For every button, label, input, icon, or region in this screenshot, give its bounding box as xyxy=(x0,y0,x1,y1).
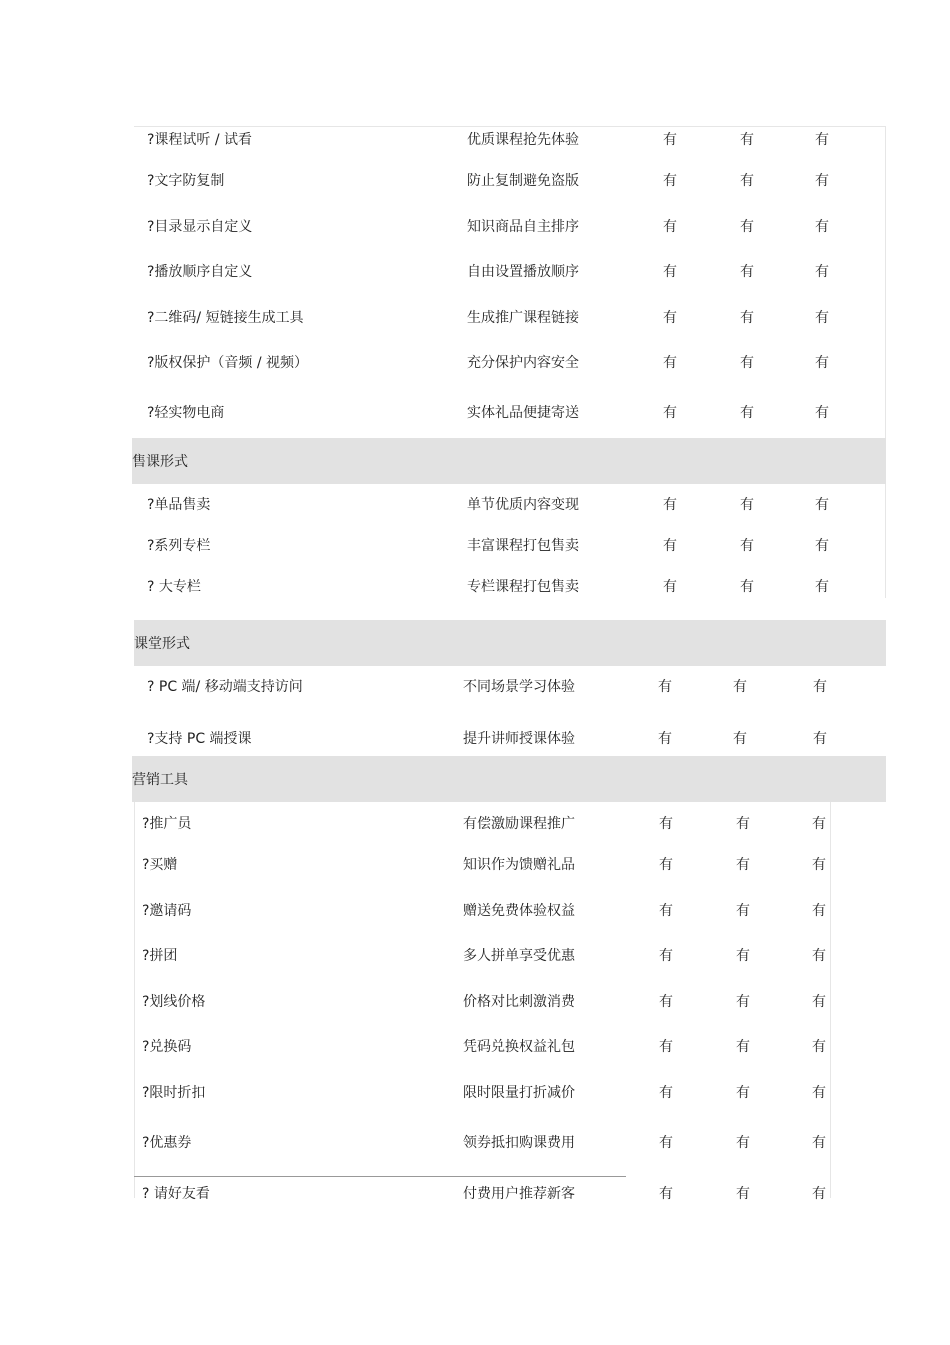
availability-value: 有 xyxy=(736,994,750,1010)
availability-value: 有 xyxy=(815,310,829,326)
feature-description: 有偿激励课程推广 xyxy=(463,816,575,832)
availability-value: 有 xyxy=(812,857,826,873)
table-row xyxy=(0,727,950,751)
availability-value: 有 xyxy=(812,816,826,832)
availability-value: 有 xyxy=(663,579,677,595)
availability-value: 有 xyxy=(733,731,747,747)
feature-name: ?文字防复制 xyxy=(147,173,225,189)
availability-value: 有 xyxy=(663,132,677,148)
availability-value: 有 xyxy=(740,310,754,326)
feature-description: 凭码兑换权益礼包 xyxy=(463,1039,575,1055)
feature-description: 知识作为馈赠礼品 xyxy=(463,857,575,873)
table-row xyxy=(0,853,950,877)
feature-name: ?推广员 xyxy=(142,816,192,832)
availability-value: 有 xyxy=(740,538,754,554)
availability-value: 有 xyxy=(740,264,754,280)
feature-name: ? PC 端/ 移动端支持访问 xyxy=(147,679,303,695)
table-row xyxy=(0,812,950,836)
feature-name: ?播放顺序自定义 xyxy=(147,264,253,280)
availability-value: 有 xyxy=(659,948,673,964)
table-row xyxy=(0,306,950,330)
availability-value: 有 xyxy=(736,857,750,873)
availability-value: 有 xyxy=(736,948,750,964)
feature-name: ?拼团 xyxy=(142,948,178,964)
row-divider xyxy=(134,1176,626,1177)
availability-value: 有 xyxy=(663,405,677,421)
feature-description: 实体礼品便捷寄送 xyxy=(467,405,579,421)
table-row xyxy=(0,1035,950,1059)
table-row xyxy=(0,990,950,1014)
availability-value: 有 xyxy=(659,1186,673,1202)
availability-value: 有 xyxy=(733,679,747,695)
table-row xyxy=(0,128,950,152)
availability-value: 有 xyxy=(815,219,829,235)
availability-value: 有 xyxy=(663,173,677,189)
availability-value: 有 xyxy=(815,173,829,189)
availability-value: 有 xyxy=(663,219,677,235)
availability-value: 有 xyxy=(659,903,673,919)
feature-description: 知识商品自主排序 xyxy=(467,219,579,235)
feature-name: ?系列专栏 xyxy=(147,538,211,554)
availability-value: 有 xyxy=(659,1039,673,1055)
availability-value: 有 xyxy=(658,679,672,695)
feature-description: 自由设置播放顺序 xyxy=(467,264,579,280)
availability-value: 有 xyxy=(815,264,829,280)
availability-value: 有 xyxy=(815,538,829,554)
feature-name: ?单品售卖 xyxy=(147,497,211,513)
availability-value: 有 xyxy=(815,405,829,421)
feature-name: ? 大专栏 xyxy=(147,579,201,595)
feature-name: ?课程试听 / 试看 xyxy=(147,132,253,148)
feature-description: 限时限量打折减价 xyxy=(463,1085,575,1101)
table-row xyxy=(0,575,950,599)
availability-value: 有 xyxy=(812,948,826,964)
availability-value: 有 xyxy=(736,1186,750,1202)
feature-description: 防止复制避免盗版 xyxy=(467,173,579,189)
feature-description: 提升讲师授课体验 xyxy=(463,731,575,747)
table-row xyxy=(0,675,950,699)
feature-name: ?优惠券 xyxy=(142,1135,192,1151)
availability-value: 有 xyxy=(663,538,677,554)
availability-value: 有 xyxy=(736,816,750,832)
availability-value: 有 xyxy=(812,1135,826,1151)
availability-value: 有 xyxy=(740,355,754,371)
availability-value: 有 xyxy=(812,903,826,919)
feature-description: 领券抵扣购课费用 xyxy=(463,1135,575,1151)
feature-name: ?划线价格 xyxy=(142,994,206,1010)
availability-value: 有 xyxy=(740,173,754,189)
availability-value: 有 xyxy=(813,731,827,747)
section-title: 课堂形式 xyxy=(134,636,190,652)
section-header-sales xyxy=(132,438,886,484)
feature-description: 优质课程抢先体验 xyxy=(467,132,579,148)
feature-description: 充分保护内容安全 xyxy=(467,355,579,371)
availability-value: 有 xyxy=(740,132,754,148)
feature-name: ?轻实物电商 xyxy=(147,405,225,421)
availability-value: 有 xyxy=(663,497,677,513)
availability-value: 有 xyxy=(736,1135,750,1151)
availability-value: 有 xyxy=(815,579,829,595)
availability-value: 有 xyxy=(815,497,829,513)
feature-name: ? 请好友看 xyxy=(142,1186,210,1202)
table-top-border xyxy=(134,126,886,127)
availability-value: 有 xyxy=(736,903,750,919)
feature-name: ?兑换码 xyxy=(142,1039,192,1055)
availability-value: 有 xyxy=(736,1039,750,1055)
table-row xyxy=(0,401,950,425)
feature-description: 生成推广课程链接 xyxy=(467,310,579,326)
availability-value: 有 xyxy=(736,1085,750,1101)
table-row xyxy=(0,944,950,968)
feature-description: 价格对比刺激消费 xyxy=(463,994,575,1010)
table-row xyxy=(0,899,950,923)
feature-description: 专栏课程打包售卖 xyxy=(467,579,579,595)
feature-description: 不同场景学习体验 xyxy=(463,679,575,695)
availability-value: 有 xyxy=(659,994,673,1010)
availability-value: 有 xyxy=(658,731,672,747)
feature-name: ?支持 PC 端授课 xyxy=(147,731,252,747)
feature-name: ?邀请码 xyxy=(142,903,192,919)
table-row xyxy=(0,351,950,375)
availability-value: 有 xyxy=(815,355,829,371)
feature-description: 付费用户推荐新客 xyxy=(463,1186,575,1202)
feature-name: ?目录显示自定义 xyxy=(147,219,253,235)
availability-value: 有 xyxy=(740,219,754,235)
availability-value: 有 xyxy=(663,310,677,326)
section-header-classroom xyxy=(134,620,886,666)
table-row xyxy=(0,1081,950,1105)
table-row xyxy=(0,169,950,193)
table-row xyxy=(0,260,950,284)
feature-name: ?版权保护（音频 / 视频） xyxy=(147,355,309,371)
feature-description: 赠送免费体验权益 xyxy=(463,903,575,919)
section-header-marketing xyxy=(132,756,886,802)
table-row xyxy=(0,1182,950,1206)
availability-value: 有 xyxy=(812,1085,826,1101)
availability-value: 有 xyxy=(663,264,677,280)
section-title: 售课形式 xyxy=(132,454,188,470)
feature-description: 单节优质内容变现 xyxy=(467,497,579,513)
availability-value: 有 xyxy=(659,1135,673,1151)
availability-value: 有 xyxy=(740,497,754,513)
feature-name: ?买赠 xyxy=(142,857,178,873)
availability-value: 有 xyxy=(659,816,673,832)
availability-value: 有 xyxy=(659,857,673,873)
table-row xyxy=(0,534,950,558)
feature-description: 丰富课程打包售卖 xyxy=(467,538,579,554)
availability-value: 有 xyxy=(740,579,754,595)
feature-description: 多人拼单享受优惠 xyxy=(463,948,575,964)
table-row xyxy=(0,215,950,239)
availability-value: 有 xyxy=(812,1039,826,1055)
table-row xyxy=(0,493,950,517)
feature-name: ?限时折扣 xyxy=(142,1085,206,1101)
availability-value: 有 xyxy=(659,1085,673,1101)
availability-value: 有 xyxy=(812,1186,826,1202)
table-row xyxy=(0,1131,950,1155)
availability-value: 有 xyxy=(740,405,754,421)
feature-name: ?二维码/ 短链接生成工具 xyxy=(147,310,304,326)
availability-value: 有 xyxy=(663,355,677,371)
availability-value: 有 xyxy=(812,994,826,1010)
availability-value: 有 xyxy=(815,132,829,148)
section-title: 营销工具 xyxy=(132,772,188,788)
availability-value: 有 xyxy=(813,679,827,695)
